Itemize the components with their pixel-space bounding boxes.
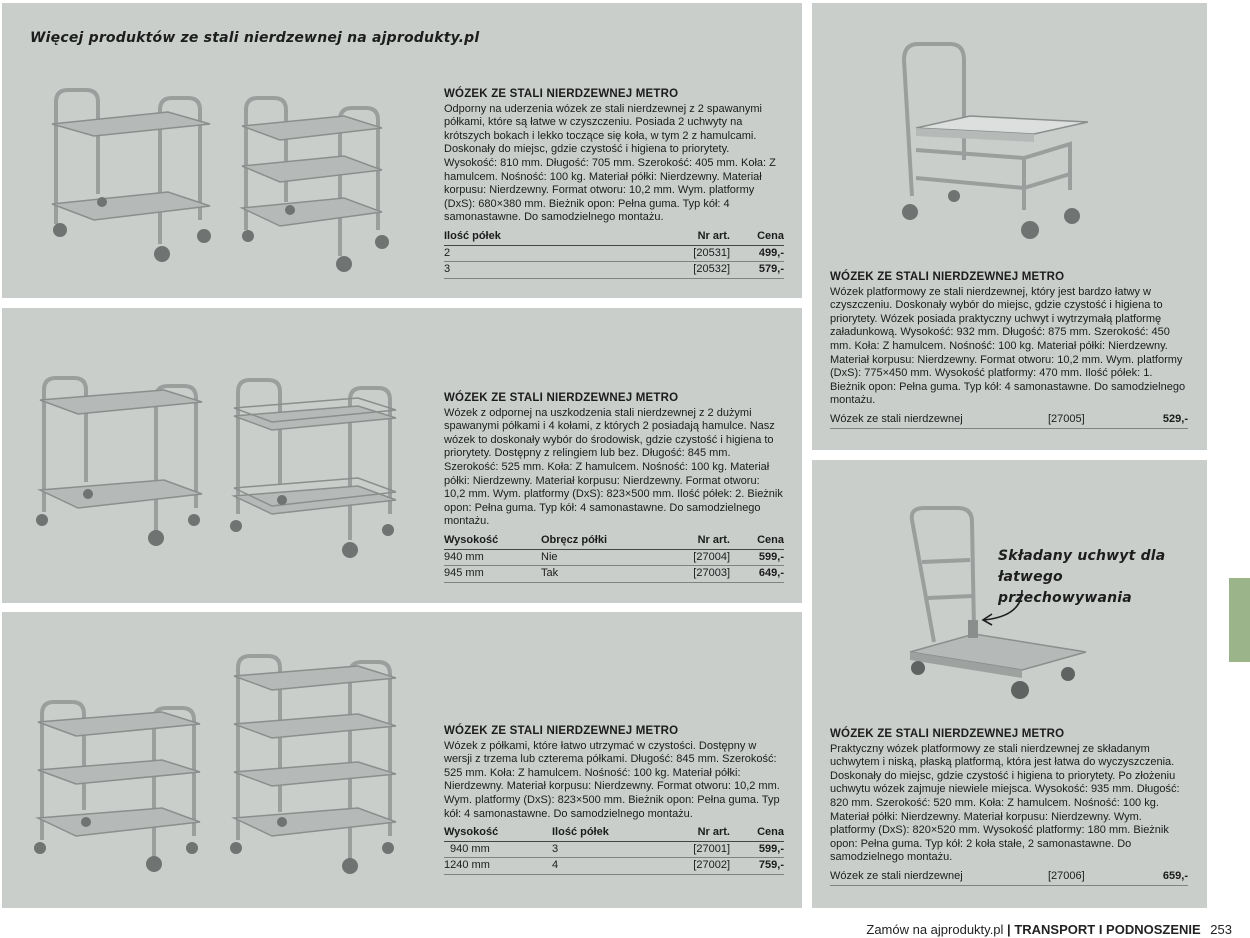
product-title: WÓZEK ZE STALI NIERDZEWNEJ METRO bbox=[444, 392, 679, 404]
page-footer bbox=[866, 922, 1232, 937]
product-description: Praktyczny wózek platformowy ze stali nierdzewnej ze składanym uchwytem i niską, płaską platformą, która jest łatwa do wyczyszczenia. Doskonały do miejsc, gdzie czystość i higiena to priorytety. Po złożeniu uchwytu wózek zajmuje niewiele miejsca. Wysokość: 935 mm. Długość: 820 mm. Szerokość: 520 mm. Koła: Z hamulcem. Nośność: 100 kg. Materiał półki: Nierdzewny. Materiał korpusu: Nierdzewny. Wym. platformy (DxS): 820×520 mm. Wysokość platformy: 180 mm. Bieżnik opon: Pełna guma. Typ kół: 2 koła stałe, 2 samonastawne. Do samodzielnego montażu. bbox=[830, 742, 1180, 864]
cart-image-4-shelf bbox=[222, 654, 407, 879]
product-2 bbox=[444, 392, 784, 583]
product-description: Wózek z odpornej na uszkodzenia stali nierdzewnej z 2 dużymi spawanymi półkami i 4 kołami, z których 2 posiadają hamulce. Nasz wózek to doskonały wybór do środowisk, gdzie czystość i higiena to priorytety. Dostępny z relingiem lub bez. Długość: 845 mm. Szerokość: 525 mm. Koła: Z hamulcem. Nośność: 100 kg. Materiał półki: Nierdzewny. Materiał korpusu: Nierdzewny. Format otworu: 10,2 mm. Wym. platformy (DxS): 823×500 mm. Ilość półek: 2. Bieżnik opon: Pełna guma. Typ kół: 4 samonastawne. Do samodzielnego montażu. bbox=[444, 406, 783, 528]
cell: Tak bbox=[541, 566, 656, 583]
footer-section: TRANSPORT I PODNOSZENIE bbox=[1014, 922, 1201, 937]
cell: 940 mm bbox=[444, 549, 541, 566]
footer-site-link[interactable]: Zamów na ajprodukty.pl bbox=[866, 922, 1004, 937]
product-title: WÓZEK ZE STALI NIERDZEWNEJ METRO bbox=[444, 725, 679, 737]
platform-cart-image bbox=[894, 40, 1094, 245]
table-row bbox=[444, 245, 784, 262]
col-header: Wysokość bbox=[444, 532, 541, 549]
article-number: [27005] bbox=[1048, 412, 1085, 425]
product-4 bbox=[830, 271, 1188, 429]
cell: 649,- bbox=[744, 566, 784, 583]
cell: [20531] bbox=[603, 245, 744, 262]
table-row bbox=[444, 566, 784, 583]
table-row bbox=[830, 411, 1188, 429]
col-header: Cena bbox=[744, 532, 784, 549]
header-note: Więcej produktów ze stali nierdzewnej na ajprodukty.pl bbox=[30, 30, 480, 46]
product-description: Wózek platformowy ze stali nierdzewnej, który jest bardzo łatwy w czyszczeniu. Doskonały wybór do miejsc, gdzie czystość i higiena to priorytety. Wózek posiada praktyczny uchwyt i wytrzymałą platformę załadunkową. Wysokość: 932 mm. Długość: 875 mm. Szerokość: 450 mm. Koła: Z hamulcem. Nośność: 100 kg. Materiał półki: Nierdzewny. Materiał korpusu: Nierdzewny. Format otworu: 10,2 mm. Wym. platformy (DxS): 775×450 mm. Wysokość platformy: 470 mm. Ilość półek: 1. Bieżnik opon: Pełna guma. Typ kół: 4 samonastawne. Do samodzielnego montażu. bbox=[830, 285, 1186, 407]
cell: 499,- bbox=[744, 245, 784, 262]
callout-label: Składany uchwyt dla łatwego przechowywania bbox=[998, 548, 1166, 606]
cell: 1240 mm bbox=[444, 858, 552, 875]
cell: Nie bbox=[541, 549, 656, 566]
cell: 3 bbox=[552, 841, 653, 858]
col-header: Nr art. bbox=[653, 824, 744, 841]
cell: 599,- bbox=[744, 841, 784, 858]
cell: 4 bbox=[552, 858, 653, 875]
cart-image-with-rail bbox=[222, 374, 407, 564]
table-row bbox=[444, 858, 784, 875]
product-title: WÓZEK ZE STALI NIERDZEWNEJ METRO bbox=[830, 271, 1065, 283]
cart-image-2-shelf bbox=[38, 84, 223, 269]
spec-table bbox=[444, 532, 784, 583]
callout-arrow-icon bbox=[978, 586, 1028, 628]
price: 529,- bbox=[1162, 412, 1188, 425]
product-name: Wózek ze stali nierdzewnej bbox=[830, 412, 963, 425]
col-header: Ilość półek bbox=[552, 824, 653, 841]
cell: 940 mm bbox=[444, 841, 552, 858]
cell: 759,- bbox=[744, 858, 784, 875]
cell: [27002] bbox=[653, 858, 744, 875]
col-header: Ilość półek bbox=[444, 228, 603, 245]
spec-table bbox=[444, 228, 784, 279]
cell: 945 mm bbox=[444, 566, 541, 583]
article-number: [27006] bbox=[1048, 869, 1085, 882]
cell: 599,- bbox=[744, 549, 784, 566]
table-row bbox=[830, 868, 1188, 886]
product-3 bbox=[444, 725, 784, 875]
col-header: Cena bbox=[744, 228, 784, 245]
footer-separator: | bbox=[1007, 922, 1011, 937]
cart-image-3-shelf-tall bbox=[26, 700, 211, 875]
table-row bbox=[444, 841, 784, 858]
cart-image-without-rail bbox=[28, 372, 213, 552]
cart-image-3-shelf bbox=[232, 90, 412, 275]
table-row bbox=[444, 549, 784, 566]
cell: [27003] bbox=[656, 566, 744, 583]
cell: 579,- bbox=[744, 262, 784, 279]
col-header: Nr art. bbox=[603, 228, 744, 245]
price: 659,- bbox=[1162, 869, 1188, 882]
spec-table bbox=[444, 824, 784, 875]
product-title: WÓZEK ZE STALI NIERDZEWNEJ METRO bbox=[830, 728, 1065, 740]
product-5 bbox=[830, 728, 1188, 886]
col-header: Cena bbox=[744, 824, 784, 841]
product-1 bbox=[444, 88, 784, 279]
product-name: Wózek ze stali nierdzewnej bbox=[830, 869, 963, 882]
cell: 2 bbox=[444, 245, 603, 262]
table-row bbox=[444, 262, 784, 279]
product-title: WÓZEK ZE STALI NIERDZEWNEJ METRO bbox=[444, 88, 679, 100]
product-description: Wózek z półkami, które łatwo utrzymać w czystości. Dostępny w wersji z trzema lub czterema półkami. Długość: 845 mm. Szerokość: 525 mm. Koła: Z hamulcem. Nośność: 100 kg. Materiał półki: Nierdzewny. Materiał korpusu: Nierdzewny. Format otworu: 10,2 mm. Wym. platformy (DxS): 823×500 mm. Bieżnik opon: Pełna guma. Typ kół: 4 samonastawne. Do samodzielnego montażu. bbox=[444, 739, 780, 820]
product-description: Odporny na uderzenia wózek ze stali nierdzewnej z 2 spawanymi półkami, które są łatwe w czyszczeniu. Posiada 2 uchwyty na krótszych bokach i lekko toczące się koła, w tym 2 z hamulcami. Doskonały do miejsc, gdzie czystość i higiena to priorytety. Wysokość: 810 mm. Długość: 705 mm. Szerokość: 405 mm. Koła: Z hamulcem. Nośność: 100 kg. Materiał półki: Nierdzewny. Materiał korpusu: Nierdzewny. Format otworu: 10,2 mm. Wym. platformy (DxS): 680×380 mm. Bieżnik opon: Pełna guma. Typ kół: 4 samonastawne. Do samodzielnego montażu. bbox=[444, 102, 776, 224]
cell: [20532] bbox=[603, 262, 744, 279]
section-tab bbox=[1229, 578, 1250, 662]
page-number: 253 bbox=[1210, 922, 1232, 937]
cell: [27001] bbox=[653, 841, 744, 858]
col-header: Obręcz półki bbox=[541, 532, 656, 549]
cell: [27004] bbox=[656, 549, 744, 566]
cell: 3 bbox=[444, 262, 603, 279]
col-header: Wysokość bbox=[444, 824, 552, 841]
col-header: Nr art. bbox=[656, 532, 744, 549]
